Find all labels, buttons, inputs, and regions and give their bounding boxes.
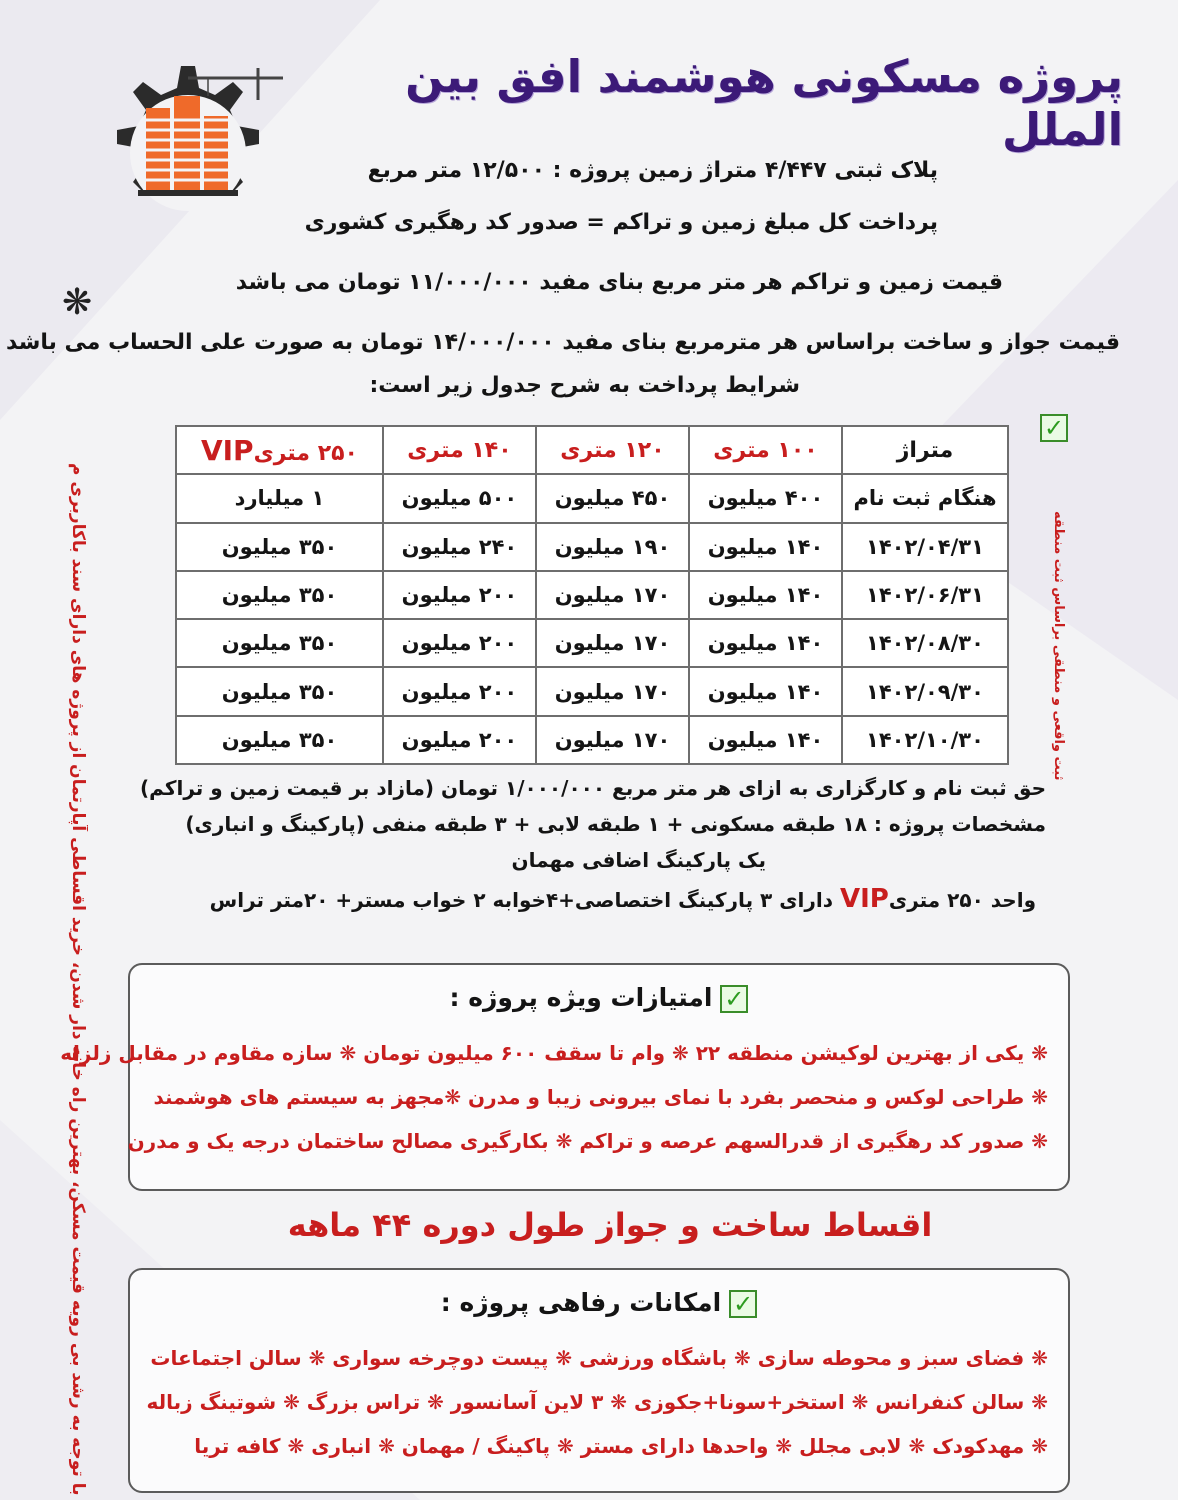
table-row [176,619,1008,667]
table-cell: ۱۴۰ میلیون [689,523,842,571]
amenities-line: ❋ مهدکودک ❋ لابی مجلل ❋ واحدها دارای مستر ❋ پاکینگ / مهمان ❋ انباری ❋ کافه تریا [194,1434,1048,1458]
table-header-cell: ۱۰۰ متری [689,426,842,474]
table-cell: ۲۴۰ میلیون [383,523,536,571]
table-row [176,474,1008,522]
table-cell: ۱۹۰ میلیون [536,523,689,571]
payment-table [175,425,1009,765]
vip-label: VIP [200,433,254,467]
amenities-line: ❋ فضای سبز و محوطه سازی ❋ باشگاه ورزشی ❋ پیست دوچرخه سواری ❋ سالن اجتماعات [150,1346,1048,1370]
table-row [176,716,1008,764]
table-cell: ۱۴۰ میلیون [689,619,842,667]
plaque-line: پلاک ثبتی ۴/۴۴۷ متراژ زمین پروژه : ۱۲/۵۰۰ متر مربع [367,158,938,183]
amenities-box [128,1268,1070,1493]
table-row [176,571,1008,619]
registration-fee-note: حق ثبت نام و کارگزاری به ازای هر متر مربع ۱/۰۰۰/۰۰۰ تومان (مازاد بر قیمت زمین و تراکم) [140,776,1046,800]
checkmark-icon: ✓ [720,985,748,1013]
table-header-cell-vip [176,426,383,474]
table-cell: ۱۷۰ میلیون [536,667,689,715]
table-header-cell: متراژ [842,426,1008,474]
table-cell: ۱۴۰۲/۰۴/۳۱ [842,523,1008,571]
table-cell: ۱۴۰ میلیون [689,571,842,619]
table-row [176,667,1008,715]
permit-price-line: قیمت جواز و ساخت براساس هر مترمربع بنای مفید ۱۴/۰۰۰/۰۰۰ تومان به صورت علی الحساب می باشد [6,330,1120,355]
asterisk-icon: ❋ [62,282,93,323]
table-cell: ۱۴۰۲/۰۶/۳۱ [842,571,1008,619]
land-price-line: قیمت زمین و تراکم هر متر مربع بنای مفید ۱۱/۰۰۰/۰۰۰ تومان می باشد [235,270,1003,295]
features-box [60,963,1070,1191]
table-row [176,523,1008,571]
installments-heading: اقساط ساخت و جواز طول دوره ۴۴ ماهه [287,1206,933,1244]
payment-line: پرداخت کل مبلغ زمین و تراکم = صدور کد رهگیری کشوری [304,210,938,235]
features-line: ❋ یکی از بهترین لوکیشن منطقه ۲۲ ❋ وام تا سقف ۶۰۰ میلیون تومان ❋ سازه مقاوم در مقابل زلزله [60,1041,1048,1065]
vip-label: VIP [840,884,889,914]
table-cell: ۲۰۰ میلیون [383,716,536,764]
table-cell: ۵۰۰ میلیون [383,474,536,522]
vip-unit-suffix: دارای ۳ پارکینگ اختصاصی+۴خوابه ۲ خواب مستر+ ۲۰متر تراس [209,888,834,912]
company-logo [88,38,288,278]
table-cell: ۳۵۰ میلیون [176,571,383,619]
side-note-left: با توجه به رشد بی رویه قیمت مسکن، بهترین راه خانه دار شدن، خرید اقساطی آپارتمان از پروژه های دارای سند باکاربری م [68,462,88,1495]
table-cell: ۲۰۰ میلیون [383,571,536,619]
table-cell: ۱۴۰۲/۰۸/۳۰ [842,619,1008,667]
vip-unit-prefix: واحد ۲۵۰ متری [888,888,1036,912]
table-cell: ۱۷۰ میلیون [536,619,689,667]
table-cell: ۳۵۰ میلیون [176,523,383,571]
table-cell: هنگام ثبت نام [842,474,1008,522]
features-title-text: امتیازات ویژه پروژه : [449,983,713,1012]
conditions-line: شرایط پرداخت به شرح جدول زیر است: [369,373,800,398]
table-cell: ۱۷۰ میلیون [536,571,689,619]
vip-unit-note [146,884,1036,914]
side-note-right: ثبت واقعی و منطقی براساس ثبت منطقه [1051,510,1066,780]
project-notes [140,776,1046,926]
table-cell: ۱۴۰۲/۰۹/۳۰ [842,667,1008,715]
table-cell: ۴۵۰ میلیون [536,474,689,522]
table-header-text: ۲۵۰ متری [253,440,358,466]
amenities-title-text: امکانات رفاهی پروژه : [440,1288,722,1317]
table-cell: ۲۰۰ میلیون [383,619,536,667]
table-header-cell: ۱۴۰ متری [383,426,536,474]
amenities-line: ❋ سالن کنفرانس ❋ استخر+سونا+جکوزی ❋ ۳ لاین آسانسور ❋ تراس بزرگ ❋ شوتینگ زباله [146,1390,1048,1414]
table-cell: ۳۵۰ میلیون [176,667,383,715]
features-title [150,983,1048,1013]
table-header-cell: ۱۲۰ متری [536,426,689,474]
table-header-row [176,426,1008,474]
table-cell: ۱۴۰۲/۱۰/۳۰ [842,716,1008,764]
table-cell: ۱۷۰ میلیون [536,716,689,764]
table-cell: ۴۰۰ میلیون [689,474,842,522]
checkmark-icon: ✓ [729,1290,757,1318]
features-line: ❋ صدور کد رهگیری از قدرالسهم عرصه و تراکم ❋ بکارگیری مصالح ساختمان درجه یک و مدرن [127,1129,1048,1153]
table-cell: ۱۴۰ میلیون [689,667,842,715]
amenities-title [150,1288,1048,1318]
table-cell: ۱۴۰ میلیون [689,716,842,764]
table-cell: ۳۵۰ میلیون [176,716,383,764]
table-cell: ۲۰۰ میلیون [383,667,536,715]
table-cell: ۱ میلیارد [176,474,383,522]
project-spec-note: مشخصات پروژه : ۱۸ طبقه مسکونی + ۱ طبقه لابی + ۳ طبقه منفی (پارکینگ و انباری) [185,812,1046,836]
features-line: ❋ طراحی لوکس و منحصر بفرد با نمای بیرونی زیبا و مدرن ❋مجهز به سیستم های هوشمند [153,1085,1048,1109]
table-cell: ۳۵۰ میلیون [176,619,383,667]
page-title: پروژه مسکونی هوشمند افق بین الملل [405,50,1123,156]
guest-parking-note: یک پارکینگ اضافی مهمان [511,848,766,872]
checkmark-icon: ✓ [1040,414,1068,442]
